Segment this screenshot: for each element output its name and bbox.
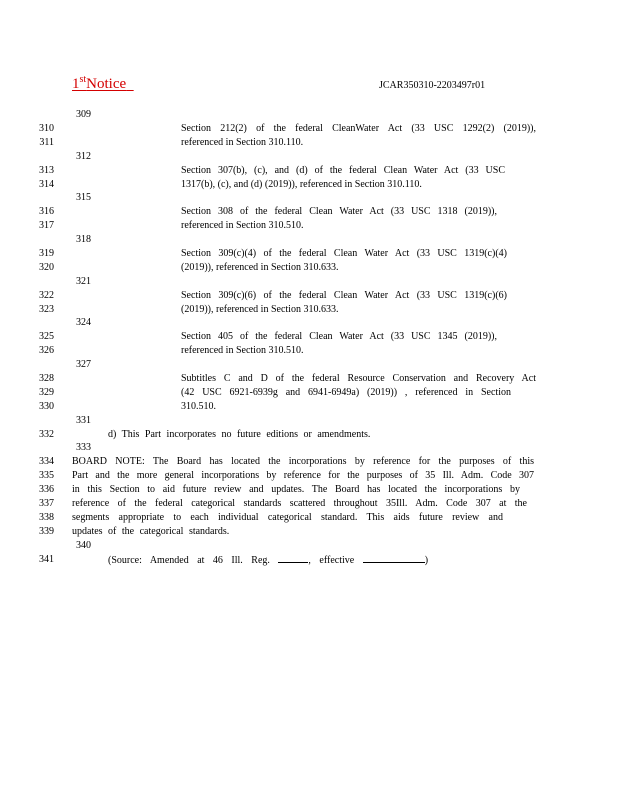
board-note-line: reference of the federal categorical standards scattered throughout 35Ill. Adm. Code 307 at the	[72, 498, 527, 509]
reference-line: Section 309(c)(4) of the federal Clean Water Act (33 USC 1319(c)(4)	[181, 248, 507, 259]
line-number: 338	[39, 512, 54, 523]
document-id: JCAR350310-2203497r01	[379, 80, 486, 91]
board-note-line: in this Section to aid future review and updates. The Board has located the incorporations by	[72, 484, 520, 495]
register-page-blank	[278, 553, 308, 563]
line-number: 334	[39, 456, 54, 467]
source-note	[108, 553, 428, 568]
reference-line: referenced in Section 310.510.	[181, 345, 304, 356]
line-number: 310	[39, 123, 54, 134]
line-number: 318	[76, 234, 91, 245]
line-number: 320	[39, 262, 54, 273]
line-number: 337	[39, 498, 54, 509]
line-number: 340	[76, 540, 91, 551]
reference-line: (2019)), referenced in Section 310.633.	[181, 304, 339, 315]
line-number: 329	[39, 387, 54, 398]
line-number: 316	[39, 206, 54, 217]
line-number: 321	[76, 276, 91, 287]
line-number: 311	[39, 137, 54, 148]
line-number: 314	[39, 179, 54, 190]
line-number: 332	[39, 429, 54, 440]
reference-line: Section 307(b), (c), and (d) of the federal Clean Water Act (33 USC	[181, 165, 505, 176]
line-number: 336	[39, 484, 54, 495]
reference-line: (2019)), referenced in Section 310.633.	[181, 262, 339, 273]
notice-word: Notice	[86, 76, 127, 92]
line-number: 341	[39, 554, 54, 565]
source-note-end: )	[424, 555, 429, 566]
line-number: 325	[39, 331, 54, 342]
source-note-start: (Source: Amended at 46 Ill. Reg.	[108, 555, 270, 566]
line-number: 324	[76, 317, 91, 328]
reference-line: Subtitles C and D of the federal Resource Conservation and Recovery Act	[181, 373, 536, 384]
effective-date-blank	[363, 553, 425, 563]
reference-line: referenced in Section 310.110.	[181, 137, 304, 148]
line-number: 335	[39, 470, 54, 481]
line-number: 319	[39, 248, 54, 259]
notice-superscript: st	[79, 74, 87, 85]
reference-line: Section 308 of the federal Clean Water Act (33 USC 1318 (2019)),	[181, 206, 497, 217]
line-number: 317	[39, 220, 54, 231]
line-number: 315	[76, 192, 91, 203]
notice-heading	[72, 74, 134, 93]
board-note-line: updates of the categorical standards.	[72, 526, 230, 537]
line-number: 331	[76, 415, 91, 426]
reference-line: (42 USC 6921-6939g and 6941-6949a) (2019)) , referenced in Section	[181, 387, 511, 398]
reference-line: 310.510.	[181, 401, 216, 412]
line-number: 327	[76, 359, 91, 370]
line-number: 322	[39, 290, 54, 301]
line-number: 333	[76, 442, 91, 453]
line-number: 323	[39, 304, 54, 315]
board-note-line: Part and the more general incorporations by reference for the purposes of 35 Ill. Adm. Code 307	[72, 470, 534, 481]
board-note-line: BOARD NOTE: The Board has located the incorporations by reference for the purposes of this	[72, 456, 534, 467]
subsection-d: d) This Part incorporates no future editions or amendments.	[108, 429, 371, 440]
reference-line: Section 212(2) of the federal CleanWater Act (33 USC 1292(2) (2019)),	[181, 123, 536, 134]
reference-line: 1317(b), (c), and (d) (2019)), referenced in Section 310.110.	[181, 179, 422, 190]
line-number: 312	[76, 151, 91, 162]
reference-line: Section 405 of the federal Clean Water Act (33 USC 1345 (2019)),	[181, 331, 497, 342]
reference-line: referenced in Section 310.510.	[181, 220, 304, 231]
source-note-effective: , effective	[308, 555, 355, 566]
line-number: 309	[76, 109, 91, 120]
line-number: 339	[39, 526, 54, 537]
reference-line: Section 309(c)(6) of the federal Clean Water Act (33 USC 1319(c)(6)	[181, 290, 507, 301]
line-number: 326	[39, 345, 54, 356]
line-number: 330	[39, 401, 54, 412]
notice-number: 1	[72, 76, 80, 92]
line-number: 328	[39, 373, 54, 384]
line-number: 313	[39, 165, 54, 176]
board-note-line: segments appropriate to each individual categorical standard. This aids future review and	[72, 512, 503, 523]
